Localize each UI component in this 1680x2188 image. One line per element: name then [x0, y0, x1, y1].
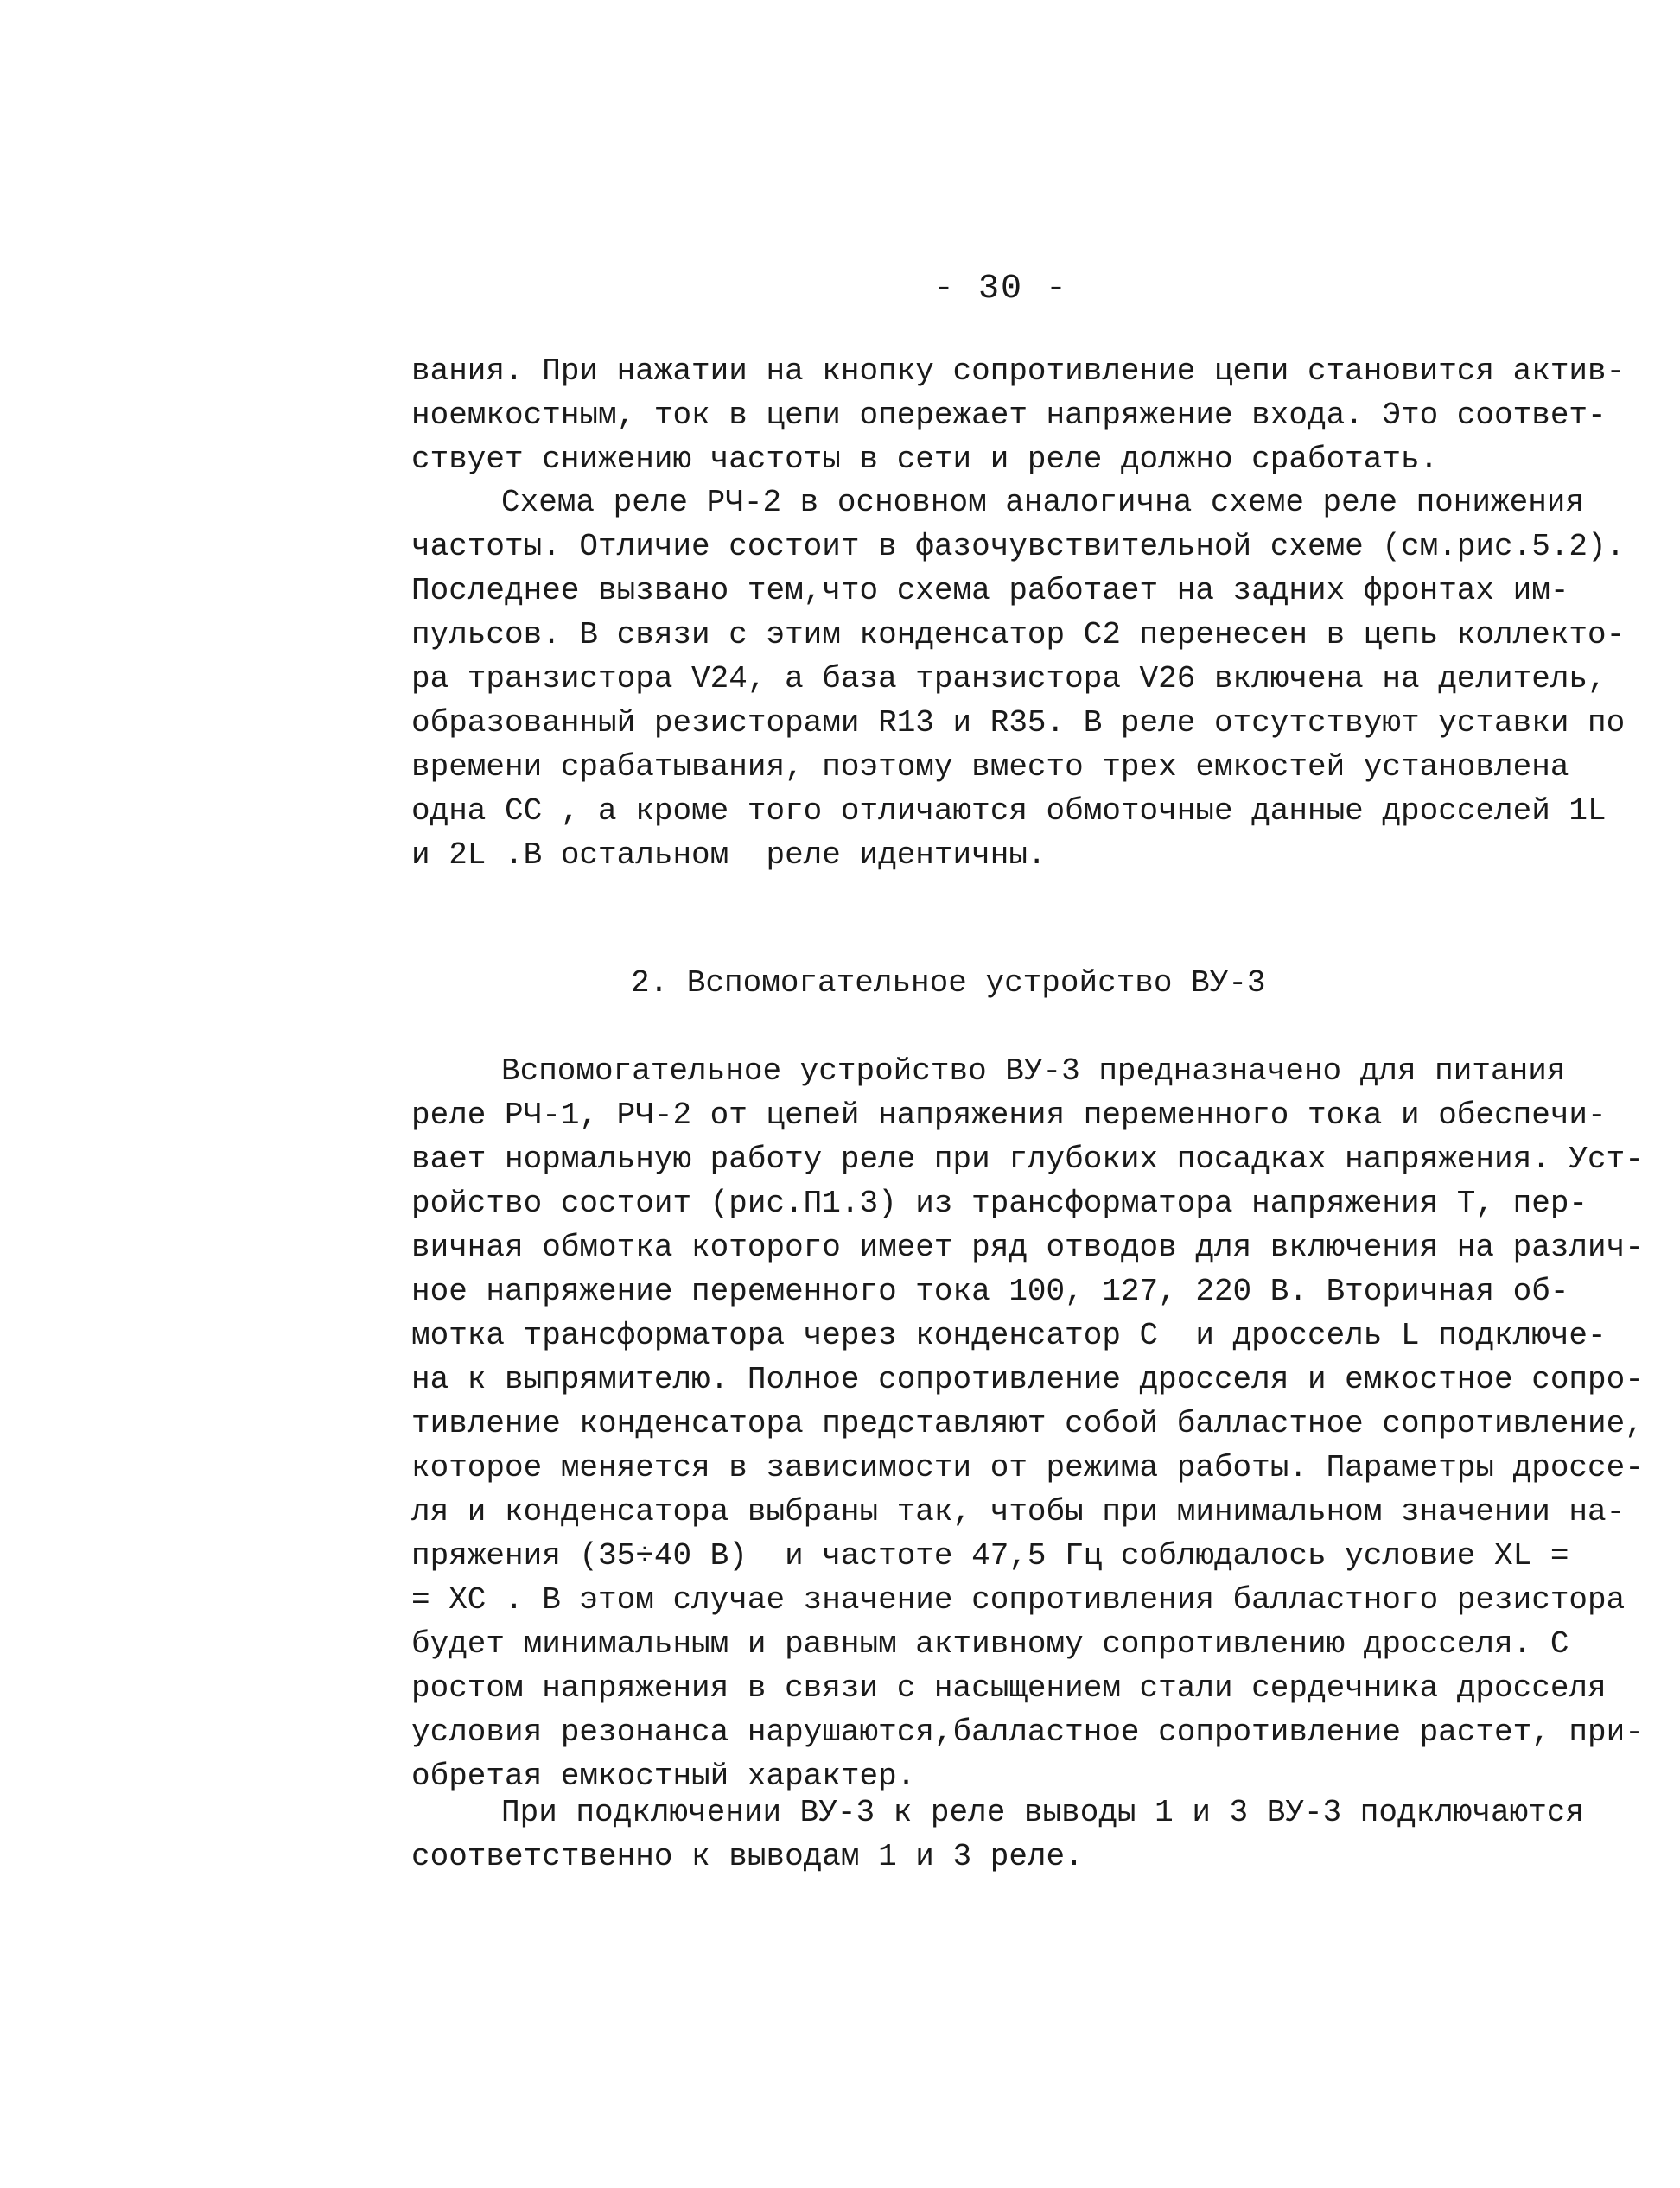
text-line: мотка трансформатора через конденсатор С и дроссель L подключе-	[411, 1318, 1607, 1353]
text-line: Схема реле РЧ-2 в основном аналогична схеме реле понижения	[501, 485, 1585, 520]
text-line: ля и конденсатора выбраны так, чтобы при минимальном значении на-	[411, 1494, 1626, 1530]
text-line: и 2L .В остальном реле идентичны.	[411, 837, 1047, 873]
text-line: реле РЧ-1, РЧ-2 от цепей напряжения переменного тока и обеспечи-	[411, 1097, 1607, 1133]
text-line: образованный резисторами R13 и R35. В реле отсутствуют уставки по	[411, 705, 1626, 741]
text-line: тивление конденсатора представляют собой балластное сопротивление,	[411, 1406, 1644, 1441]
paragraph-vu3-connection	[411, 1790, 1587, 1879]
text-line: ра транзистора V24, а база транзистора V26 включена на делитель,	[411, 661, 1607, 696]
text-line: обретая емкостный характер.	[411, 1759, 916, 1794]
text-line: ройство состоит (рис.П1.3) из трансформатора напряжения Т, пер-	[411, 1186, 1588, 1221]
text-line: условия резонанса нарушаются,балластное сопротивление растет, при-	[411, 1714, 1644, 1750]
text-line: вания. При нажатии на кнопку сопротивление цепи становится актив-	[411, 353, 1626, 389]
text-line: пряжения (35÷40 В) и частоте 47,5 Гц соблюдалось условие XL =	[411, 1538, 1569, 1574]
text-line: вичная обмотка которого имеет ряд отводов для включения на различ-	[411, 1230, 1644, 1265]
text-line: вает нормальную работу реле при глубоких посадках напряжения. Уст-	[411, 1142, 1644, 1177]
text-line: частоты. Отличие состоит в фазочувствительной схеме (см.рис.5.2).	[411, 529, 1626, 564]
text-line: = XC . В этом случае значение сопротивления балластного резистора	[411, 1582, 1626, 1618]
paragraph-vu3-description	[411, 1049, 1644, 1798]
text-line: одна СС , а кроме того отличаются обмоточные данные дросселей 1L	[411, 793, 1607, 829]
text-line: соответственно к выводам 1 и 3 реле.	[411, 1839, 1084, 1874]
text-line: будет минимальным и равным активному сопротивлению дросселя. С	[411, 1626, 1569, 1662]
section-heading: 2. Вспомогательное устройство ВУ-3	[631, 965, 1266, 1001]
text-line: на к выпрямителю. Полное сопротивление дросселя и емкостное сопро-	[411, 1362, 1644, 1397]
text-line: При подключении ВУ-3 к реле выводы 1 и 3 ВУ-3 подключаются	[501, 1795, 1585, 1830]
paragraph-continuation	[411, 349, 1626, 481]
text-line: Вспомогательное устройство ВУ-3 предназначено для питания	[501, 1053, 1566, 1089]
text-line: ростом напряжения в связи с насыщением стали сердечника дросселя	[411, 1670, 1607, 1706]
text-line: которое меняется в зависимости от режима работы. Параметры дроссе-	[411, 1450, 1644, 1485]
text-line: ствует снижению частоты в сети и реле должно сработать.	[411, 442, 1439, 477]
text-line: ноемкостным, ток в цепи опережает напряжение входа. Это соответ-	[411, 398, 1607, 433]
page-number: - 30 -	[933, 270, 1069, 308]
text-line: ное напряжение переменного тока 100, 127, 220 В. Вторичная об-	[411, 1274, 1569, 1309]
text-line: Последнее вызвано тем,что схема работает на задних фронтах им-	[411, 573, 1569, 608]
paragraph-rch2-scheme	[411, 480, 1626, 877]
text-line: пульсов. В связи с этим конденсатор С2 перенесен в цепь коллекто-	[411, 617, 1626, 652]
text-line: времени срабатывания, поэтому вместо трех емкостей установлена	[411, 749, 1569, 785]
